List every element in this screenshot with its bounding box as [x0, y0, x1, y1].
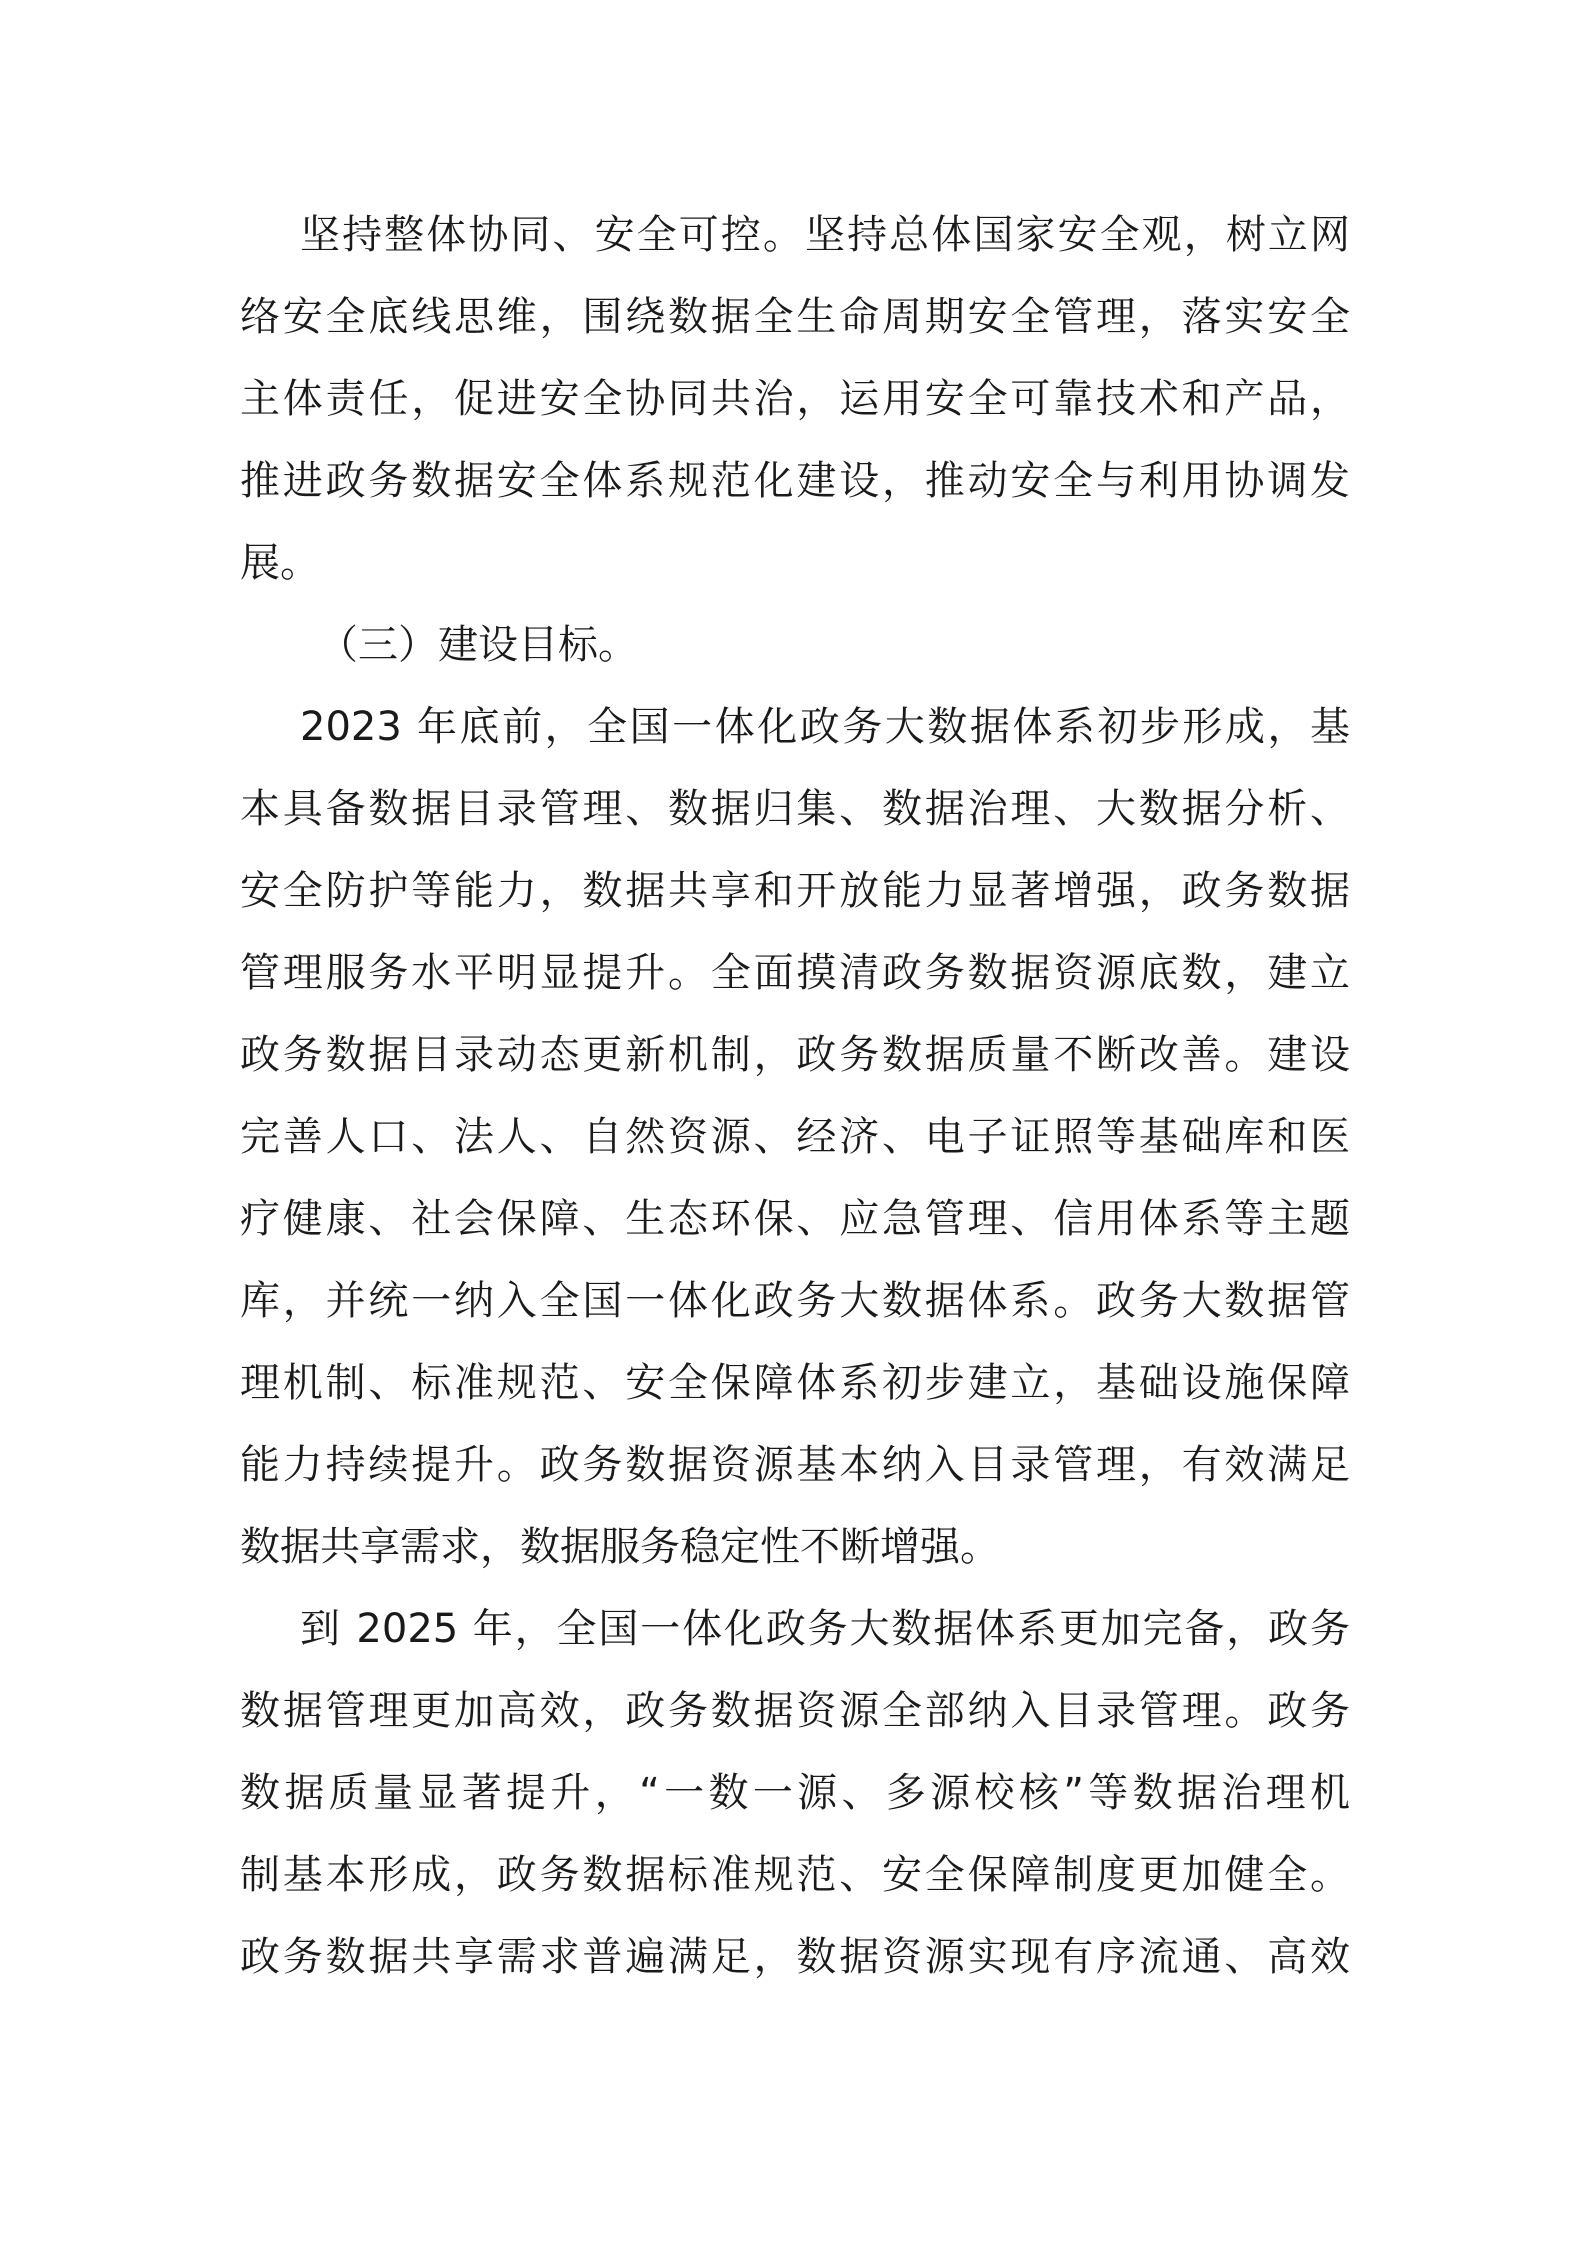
- paragraph-2-line-2: 本具备数据目录管理、数据归集、数据治理、大数据分析、: [240, 786, 1350, 832]
- paragraph-2-line-7: 疗健康、社会保障、生态环保、应急管理、信用体系等主题: [240, 1196, 1350, 1242]
- paragraph-2-line-9: 理机制、标准规范、安全保障体系初步建立，基础设施保障: [240, 1360, 1350, 1406]
- paragraph-2-line-10: 能力持续提升。政务数据资源基本纳入目录管理，有效满足: [240, 1442, 1350, 1488]
- paragraph-3-line-5: 政务数据共享需求普遍满足，数据资源实现有序流通、高效: [240, 1934, 1350, 1980]
- paragraph-2-line-11: 数据共享需求，数据服务稳定性不断增强。: [240, 1524, 1000, 1570]
- section-heading: （三）建设目标。: [318, 622, 638, 668]
- paragraph-1-line-3: 主体责任，促进安全协同共治，运用安全可靠技术和产品，: [240, 376, 1350, 422]
- paragraph-2-line-4: 管理服务水平明显提升。全面摸清政务数据资源底数，建立: [240, 950, 1350, 996]
- paragraph-1-line-5: 展。: [240, 540, 320, 586]
- paragraph-3-line-2: 数据管理更加高效，政务数据资源全部纳入目录管理。政务: [240, 1688, 1350, 1734]
- paragraph-3-line-1: 到 2025 年，全国一体化政务大数据体系更加完备，政务: [300, 1606, 1350, 1652]
- paragraph-3-line-3: 数据质量显著提升，“一数一源、多源校核”等数据治理机: [240, 1770, 1350, 1816]
- paragraph-1-line-1: 坚持整体协同、安全可控。坚持总体国家安全观，树立网: [300, 212, 1350, 258]
- paragraph-2-line-1: 2023 年底前，全国一体化政务大数据体系初步形成，基: [300, 704, 1350, 750]
- paragraph-2-line-5: 政务数据目录动态更新机制，政务数据质量不断改善。建设: [240, 1032, 1350, 1078]
- paragraph-2-line-3: 安全防护等能力，数据共享和开放能力显著增强，政务数据: [240, 868, 1350, 914]
- paragraph-2-line-6: 完善人口、法人、自然资源、经济、电子证照等基础库和医: [240, 1114, 1350, 1160]
- paragraph-1-line-2: 络安全底线思维，围绕数据全生命周期安全管理，落实安全: [240, 294, 1350, 340]
- paragraph-1-line-4: 推进政务数据安全体系规范化建设，推动安全与利用协调发: [240, 458, 1350, 504]
- paragraph-2-line-8: 库，并统一纳入全国一体化政务大数据体系。政务大数据管: [240, 1278, 1350, 1324]
- paragraph-3-line-4: 制基本形成，政务数据标准规范、安全保障制度更加健全。: [240, 1852, 1350, 1898]
